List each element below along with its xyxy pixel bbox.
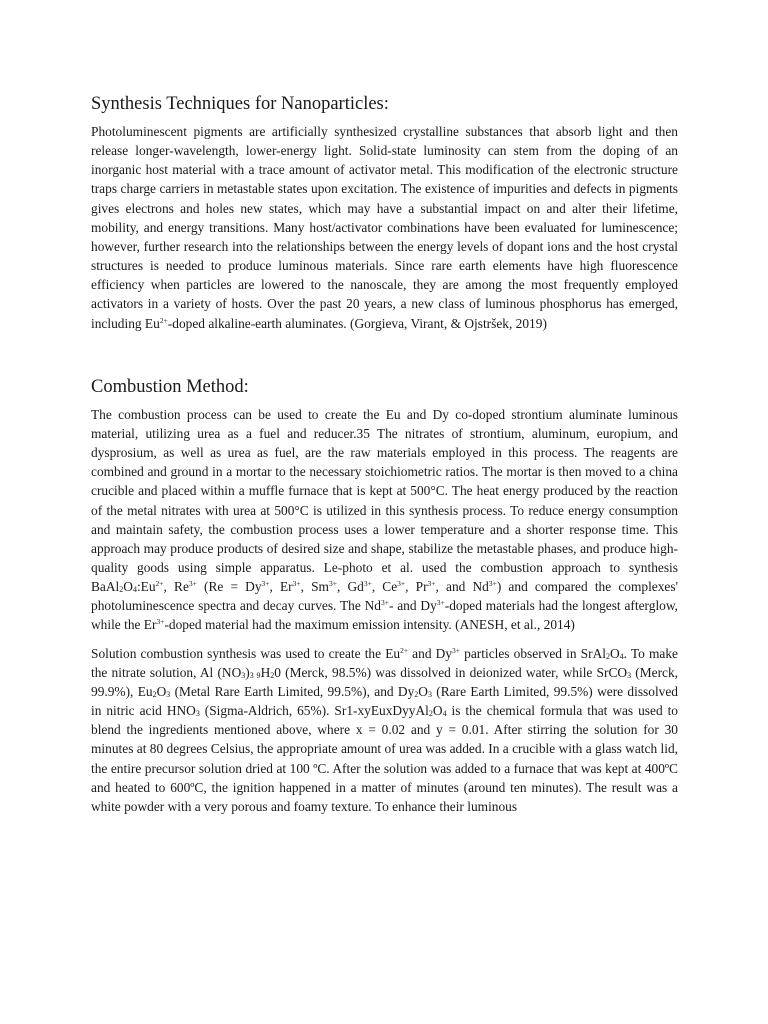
paragraph-photoluminescent-pigments: Photoluminescent pigments are artificially synthesized crystalline substances that absorb light and then release longer-wavelength, lower-energy light. Solid-state luminosity can stem from the doping of an inorganic host material with a trace amount of activator metal. This modification of the electronic structure traps charge carriers in metastable states upon excitation. The existence of impurities and defects in pigments gives electrons and holes new states, which may have a substantial impact on and alter their lifetime, mobility, and energy transitions. Many host/activator combinations have been evaluated for luminescence; however, further research into the relationships between the energy levels of dopant ions and the host crystal structures is needed to produce luminous materials. Since rare earth elements have high fluorescence efficiency when particles are lowered to the nanoscale, they are among the most frequently employed activators in a variety of hosts. Over the past 20 years, a new class of luminous phosphorus has emerged, including $Eu^{2+}$-doped alkaline-earth aluminates. (Gorgieva, Virant, & Ojstršek, 2019) (91, 124, 678, 331)
section-heading-synthesis-techniques: Synthesis Techniques for Nanoparticles: (91, 94, 389, 114)
paragraph-combustion-process: The combustion process can be used to create the Eu and Dy co-doped strontium aluminate luminous material, utilizing urea as a fuel and reducer.35 The nitrates of strontium, aluminum, europium, and dysprosium, as well as urea as fuel, are the raw materials employed in this process. The reagents are combined and ground in a mortar to the necessary stoichiometric ratios. The mortar is then moved to a china crucible and placed within a muffle furnace that is kept at 500°C. The heat energy produced by the reaction of the metal nitrates with urea at 500°C is utilized in this synthesis process. To reduce energy consumption and maintain safety, the combustion process uses a lower temperature and a shorter response time. This approach may produce products of desired size and shape, stabilize the metastable phases, and produce high-quality goods using simple apparatus. Le-photo et al. used the combustion approach to synthesis $BaAl_2O_4:Eu^{2+}$, $Re^{3+}$ ($Re = Dy^{3+}$, $Er^{3+}$, $Sm^{3+}$, $Gd^{3+}$, $Ce^{3+}$, $Pr^{3+}$, and $Nd^{3+}$) and compared the complexes' photoluminescence spectra and decay curves. The $Nd^{3+}-$ and $Dy^{3+}$-doped materials had the longest afterglow, while the $Er^{3+}$-doped material had the maximum emission intensity. (ANESH, et al., 2014) (91, 406, 679, 633)
paragraph-solution-combustion-synthesis: Solution combustion synthesis was used to create the $Eu^{2+}$ and $Dy^{3+}$ particles observed in $SrAl_2O_4$. To make the nitrate solution, Al $(NO_3)_{3 9}H_20$ (Merck, 98.5%) was dissolved in deionized water, while SrCO$_3$ (Merck, 99.9%), $Eu_2O_3$ (Metal Rare Earth Limited, 99.5%), and $Dy_2O_3$ (Rare Earth Limited, 99.5%) were dissolved in nitric acid $HNO_3$ (Sigma-Aldrich, 65%). $Sr1-xyEuxDyyAl_2O_4$ is the chemical formula that was used to blend the ingredients mentioned above, where x = 0.02 and y = 0.01. After stirring the solution for 30 minutes at 80 degrees Celsius, the appropriate amount of urea was added. In a crucible with a glass watch lid, the entire precursor solution dried at 100 ºC. After the solution was added to a furnace that was kept at 400ºC and heated to 600ºC, the ignition happened in a matter of minutes (around ten minutes). The result was a white powder with a very porous and foamy texture. To enhance their luminous (91, 645, 679, 814)
section-heading-combustion-method: Combustion Method: (91, 376, 249, 397)
